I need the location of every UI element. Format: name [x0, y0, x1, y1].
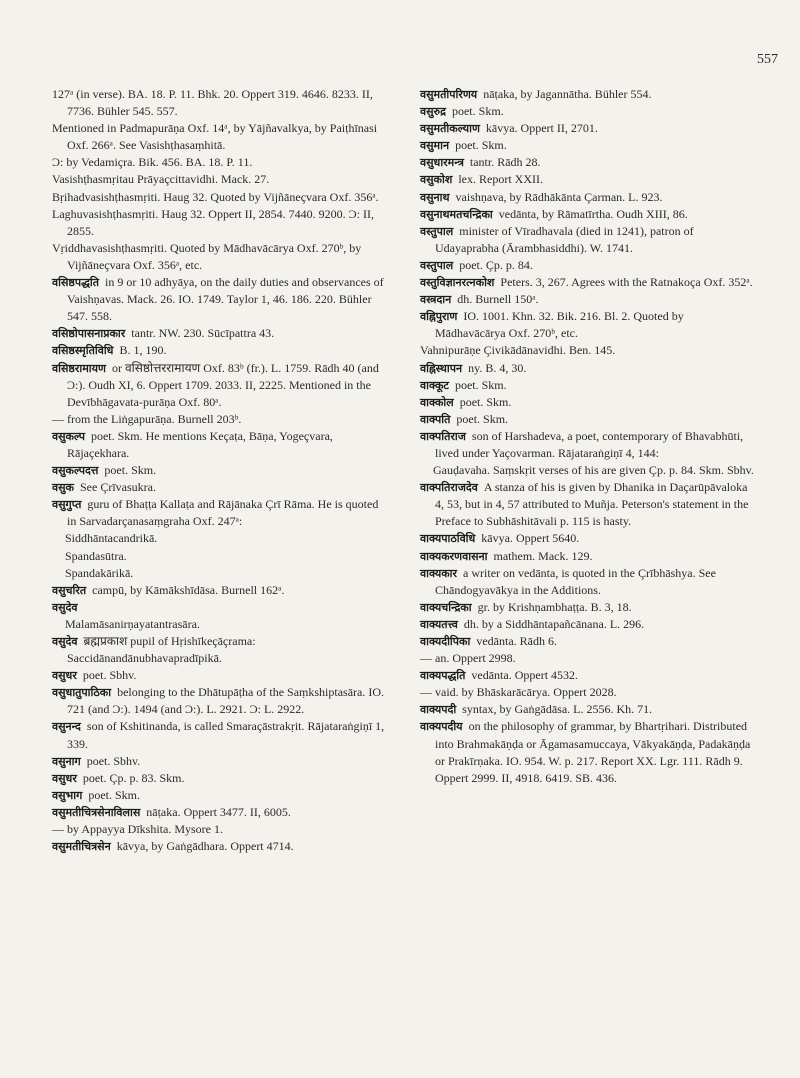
- right-column: [420, 86, 756, 787]
- entry-text: Vasishṭhasmṛitau Prāyaçcittavidhi. Mack. 27.: [52, 172, 270, 187]
- entry-headword: वसुमान: [420, 139, 450, 153]
- dictionary-entry: [420, 462, 756, 479]
- entry-headword: वस्त्रदान: [420, 293, 452, 307]
- dictionary-entry: [52, 206, 388, 240]
- dictionary-entry: [420, 701, 756, 718]
- entry-text: A stanza of his is given by Dhanika in Daçarūpāvaloka 4, 53, but in 4, 57 attributed to Muñja. Peterson's statement in the Preface to Subhāshitāvali p. 115 is hasty.: [435, 480, 749, 529]
- dictionary-entry: [420, 718, 756, 786]
- dictionary-entry: [52, 582, 388, 599]
- dictionary-entry: [52, 787, 388, 804]
- entry-headword: वाक्यतत्त्व: [420, 617, 458, 631]
- entry-headword: वाक्पति: [420, 412, 451, 426]
- dictionary-entry: [420, 137, 756, 154]
- entry-text: poet. Skm.: [88, 787, 140, 802]
- dictionary-entry: [52, 565, 388, 582]
- entry-text: a writer on vedānta, is quoted in the Çrībhāshya. See Chāndogyavākya in the Additions.: [435, 565, 716, 597]
- entry-text: poet. Skm.: [455, 138, 507, 153]
- entry-text: mathem. Mack. 129.: [493, 548, 593, 563]
- entry-headword: वसुधारमन्त्र: [420, 156, 464, 170]
- entry-text: campū, by Kāmākshīdāsa. Burnell 162ᵃ.: [92, 582, 285, 597]
- entry-text: Spandakārikā.: [65, 565, 134, 580]
- entry-headword: वसुकल्पदत्त: [52, 464, 99, 478]
- dictionary-entry: [52, 274, 388, 325]
- entry-headword: वसुमतीचित्रसेन: [52, 840, 111, 854]
- entry-headword: वसिष्ठोपासनाप्रकार: [52, 327, 126, 341]
- dictionary-entry: [52, 496, 388, 530]
- entry-headword: वाक्यचन्द्रिका: [420, 600, 472, 614]
- entry-headword: वसुदेव: [52, 635, 78, 648]
- entry-text: Vahnipurāṇe Çivikādānavidhi. Ben. 145.: [420, 343, 616, 358]
- dictionary-entry: [52, 411, 388, 428]
- entry-headword: वसिष्ठरामायण: [52, 361, 106, 375]
- dictionary-entry: [52, 479, 388, 496]
- dictionary-entry: [420, 342, 756, 359]
- entry-text: vedānta. Oppert 4532.: [471, 668, 579, 683]
- dictionary-entry: [52, 548, 388, 565]
- dictionary-entry: [52, 616, 388, 633]
- dictionary-entry: [52, 599, 388, 616]
- entry-text: poet. Çp. p. 83. Skm.: [82, 770, 185, 785]
- dictionary-entry: [52, 120, 388, 154]
- entry-text: syntax, by Gaṅgādāsa. L. 2556. Kh. 71.: [462, 702, 653, 717]
- entry-text: kāvya. Oppert II, 2701.: [485, 121, 598, 136]
- entry-headword: वाक्यपद्धति: [420, 669, 466, 683]
- entry-text: in 9 or 10 adhyāya, on the daily duties and observances of Vaishṇavas. Mack. 26. IO. 1749. Taylor 1, 46. 186. 220. Bühler 547. 558.: [67, 275, 384, 324]
- entry-headword: वसुनाग: [52, 754, 81, 768]
- entry-text: ny. B. 4, 30.: [468, 360, 527, 375]
- entry-headword: वसुगुप्त: [52, 498, 82, 512]
- dictionary-entry: [52, 428, 388, 462]
- entry-text: — by Appayya Dīkshita. Mysore 1.: [52, 822, 223, 837]
- entry-text: nāṭaka. Oppert 3477. II, 6005.: [146, 804, 291, 819]
- entry-headword: वसुक: [52, 481, 74, 495]
- dictionary-entry: [420, 616, 756, 633]
- entry-headword: वाक्यपदीय: [420, 720, 463, 734]
- entry-text: Laghuvasishṭhasmṛiti. Haug 32. Oppert II, 2854. 7440. 9200. Ɔ: II, 2855.: [52, 206, 374, 238]
- entry-text: kāvya. Oppert 5640.: [481, 531, 580, 546]
- entry-headword: वसुमतीचित्रसेनाविलास: [52, 805, 141, 819]
- entry-text: belonging to the Dhātupāṭha of the Saṃkshiptasāra. IO. 721 (and Ɔ:). 1494 (and Ɔ:). L. 2921. Ɔ: L. 2922.: [67, 685, 385, 717]
- entry-text: poet. Skm.: [104, 463, 157, 478]
- entry-headword: वाक्कोल: [420, 395, 454, 409]
- entry-text: ब्रह्मप्रकाश pupil of Hṛishīkeçāçrama: Saccidānandānubhavapradīpikā.: [67, 634, 256, 666]
- entry-text: or वसिष्ठोत्तररामायण Oxf. 83ᵇ (fr.). L. 1759. Rādh 40 (and Ɔ:). Oudh XI, 6. Oppert 1709. 2033. II, 2225. Mentioned in the Devībhāgavata-purāṇa Oxf. 80ᵃ.: [67, 360, 379, 409]
- dictionary-entry: [420, 667, 756, 684]
- entry-text: dh. by a Siddhāntapañcānana. L. 296.: [463, 616, 645, 631]
- entry-text: B. 1, 190.: [119, 343, 167, 358]
- entry-text: See Çrīvasukra.: [80, 480, 156, 495]
- entry-text: tantr. Rādh 28.: [469, 155, 541, 170]
- entry-headword: वस्तुपाल: [420, 258, 454, 272]
- page-number: 557: [757, 52, 778, 67]
- entry-headword: वह्निस्थापन: [420, 361, 463, 375]
- dictionary-entry: [52, 86, 388, 120]
- dictionary-entry: [420, 103, 756, 120]
- dictionary-entry: [420, 650, 756, 667]
- entry-headword: वसुकोश: [420, 173, 453, 187]
- entry-headword: वाक्यपाठविधि: [420, 532, 476, 546]
- entry-headword: वसुनाथमतचन्द्रिका: [420, 207, 493, 221]
- entry-text: kāvya, by Gaṅgādhara. Oppert 4714.: [116, 839, 294, 854]
- dictionary-entry: [52, 684, 388, 718]
- entry-headword: वस्तुपाल: [420, 224, 454, 238]
- entry-headword: वसुभाग: [52, 788, 83, 802]
- dictionary-entry: [420, 291, 756, 308]
- entry-headword: वाक्यपदी: [420, 703, 457, 717]
- dictionary-entry: [420, 479, 756, 530]
- dictionary-entry: [420, 120, 756, 137]
- dictionary-entry: [52, 753, 388, 770]
- entry-text: guru of Bhaṭṭa Kallaṭa and Rājānaka Çrī Rāma. He is quoted in Sarvadarçanasaṃgraha Oxf. 247ᵃ:: [67, 497, 379, 529]
- dictionary-entry: [420, 189, 756, 206]
- entry-text: Mentioned in Padmapurāṇa Oxf. 14ᵃ, by Yājñavalkya, by Paiṭhīnasi Oxf. 266ᵃ. See Vasishṭhasaṃhitā.: [52, 121, 378, 153]
- dictionary-entry: [420, 684, 756, 701]
- dictionary-entry: [52, 171, 388, 188]
- entry-text: Spandasūtra.: [65, 548, 127, 563]
- entry-text: Vṛiddhavasishṭhasmṛiti. Quoted by Mādhavācārya Oxf. 270ᵇ, by Vijñāneçvara Oxf. 356ᵃ, etc.: [52, 240, 362, 272]
- entry-headword: वसुकल्प: [52, 429, 85, 443]
- entry-text: Peters. 3, 267. Agrees with the Ratnakoça Oxf. 352ᵃ.: [500, 275, 753, 290]
- dictionary-entry: [420, 154, 756, 171]
- dictionary-entry: [420, 394, 756, 411]
- entry-text: son of Harshadeva, a poet, contemporary of Bhavabhūti, lived under Yaçovarman. Rājataraṅgiṇī 4, 144:: [435, 428, 744, 460]
- entry-headword: वाक्यकरणवासना: [420, 549, 488, 563]
- dictionary-entry: [52, 240, 388, 274]
- entry-text: vaishṇava, by Rādhākānta Çarman. L. 923.: [455, 189, 663, 204]
- entry-headword: वसुनाथ: [420, 190, 450, 204]
- dictionary-entry: [52, 718, 388, 752]
- entry-headword: वाक्कूट: [420, 378, 449, 392]
- dictionary-entry: [420, 223, 756, 257]
- dictionary-entry: [420, 599, 756, 616]
- entry-headword: वसिष्ठपद्धति: [52, 276, 100, 290]
- dictionary-entry: [52, 325, 388, 342]
- dictionary-entry: [52, 530, 388, 547]
- entry-headword: वसुमतीपरिणय: [420, 88, 478, 101]
- entry-headword: वाक्पतिराज: [420, 429, 466, 443]
- dictionary-entry: [420, 257, 756, 274]
- entry-headword: वस्तुविज्ञानरत्नकोश: [420, 276, 495, 290]
- entry-headword: वह्निपुराण: [420, 310, 458, 324]
- entry-headword: वाक्यकार: [420, 566, 458, 580]
- dictionary-entry: [420, 428, 756, 462]
- entry-headword: वाक्यदीपिका: [420, 635, 471, 648]
- dictionary-entry: [420, 308, 756, 342]
- dictionary-entry: [420, 171, 756, 188]
- entry-headword: वसुनन्द: [52, 720, 81, 734]
- dictionary-entry: [420, 548, 756, 565]
- dictionary-entry: [52, 633, 388, 667]
- entry-text: 127ᵃ (in verse). BA. 18. P. 11. Bhk. 20. Oppert 319. 4646. 8233. II, 7736. Bühler 545. 557.: [52, 87, 373, 119]
- left-column: [52, 86, 388, 855]
- dictionary-entry: [52, 342, 388, 359]
- entry-text: — an. Oppert 2998.: [420, 651, 516, 666]
- entry-text: Ɔ: by Vedamiçra. Bik. 456. BA. 18. P. 11.: [52, 155, 253, 170]
- dictionary-entry: [52, 804, 388, 821]
- entry-headword: वसुधर: [52, 771, 77, 785]
- entry-text: Bṛihadvasishṭhasmṛiti. Haug 32. Quoted by Vijñāneçvara Oxf. 356ᵃ.: [52, 189, 379, 204]
- entry-headword: वसुमतीकल्याण: [420, 122, 480, 136]
- entry-text: poet. Skm. He mentions Keçaṭa, Bāṇa, Yogeçvara, Rājaçekhara.: [67, 428, 333, 460]
- entry-text: poet. Skm.: [451, 104, 504, 119]
- entry-text: — vaid. by Bhāskarācārya. Oppert 2028.: [420, 685, 617, 700]
- entry-text: poet. Sbhv.: [82, 668, 137, 683]
- entry-text: vedānta. Rādh 6.: [476, 634, 557, 648]
- dictionary-entry: [52, 360, 388, 411]
- entry-text: Gauḍavaha. Saṃskṛit verses of his are given Çp. p. 84. Skm. Sbhv.: [433, 463, 754, 478]
- dictionary-entry: [420, 411, 756, 428]
- dictionary-entry: [420, 530, 756, 547]
- entry-headword: वसुधातुपाठिका: [52, 686, 112, 700]
- entry-text: on the philosophy of grammar, by Bhartṛihari. Distributed into Brahmakāṇḍa or Āgamasamuccaya, Vākyakāṇḍa, Padakāṇḍa or Prakīrṇaka. IO. 954. W. p. 217. Report XX. Lgr. 111. Rādh 9. Oppert 2999. II, 4918. 6419. SB. 436.: [435, 719, 751, 785]
- entry-text: dh. Burnell 150ᵃ.: [457, 292, 539, 307]
- entry-headword: वसुचरित: [52, 583, 87, 597]
- dictionary-entry: [52, 838, 388, 855]
- dictionary-entry: [52, 821, 388, 838]
- entry-headword: वाक्पतिराजदेव: [420, 481, 478, 495]
- entry-text: lex. Report XXII.: [458, 172, 543, 187]
- entry-text: Siddhāntacandrikā.: [65, 531, 158, 546]
- entry-text: poet. Skm.: [456, 411, 509, 426]
- entry-text: poet. Çp. p. 84.: [459, 257, 533, 272]
- entry-text: son of Kshitinanda, is called Smaraçāstrakṛit. Rājataraṅgiṇī 1, 339.: [67, 719, 385, 751]
- dictionary-entry: [52, 667, 388, 684]
- entry-text: gr. by Krishṇambhaṭṭa. B. 3, 18.: [477, 599, 632, 614]
- entry-text: tantr. NW. 230. Sūcīpattra 43.: [131, 326, 275, 341]
- entry-text: poet. Skm.: [454, 377, 507, 392]
- entry-headword: वसुधर: [52, 669, 77, 683]
- dictionary-entry: [52, 189, 388, 206]
- entry-headword: वसुदेव: [52, 600, 78, 614]
- entry-headword: वसुरुद्र: [420, 105, 446, 119]
- dictionary-entry: [420, 565, 756, 599]
- entry-text: vedānta, by Rāmatīrtha. Oudh XIII, 86.: [498, 206, 688, 221]
- entry-text: Malamāsanirṇayatantrasāra.: [65, 616, 200, 631]
- dictionary-entry: [420, 633, 756, 650]
- entry-text: poet. Skm.: [459, 394, 512, 409]
- dictionary-entry: [420, 86, 756, 103]
- dictionary-entry: [420, 274, 756, 291]
- entry-text: nāṭaka, by Jagannātha. Bühler 554.: [483, 87, 652, 101]
- entry-text: poet. Sbhv.: [86, 753, 141, 768]
- dictionary-entry: [420, 377, 756, 394]
- entry-text: — from the Liṅgapurāṇa. Burnell 203ᵇ.: [52, 411, 242, 426]
- entry-text: minister of Vīradhavala (died in 1241), patron of Udayaprabha (Ārambhasiddhi). W. 1741.: [435, 223, 694, 255]
- dictionary-entry: [420, 206, 756, 223]
- dictionary-entry: [52, 462, 388, 479]
- dictionary-entry: [420, 360, 756, 377]
- entry-headword: वसिष्ठस्मृतिविधि: [52, 344, 114, 358]
- entry-text: IO. 1001. Khn. 32. Bik. 216. Bl. 2. Quoted by Mādhavācārya Oxf. 270ᵇ, etc.: [435, 309, 684, 341]
- dictionary-entry: [52, 154, 388, 171]
- dictionary-entry: [52, 770, 388, 787]
